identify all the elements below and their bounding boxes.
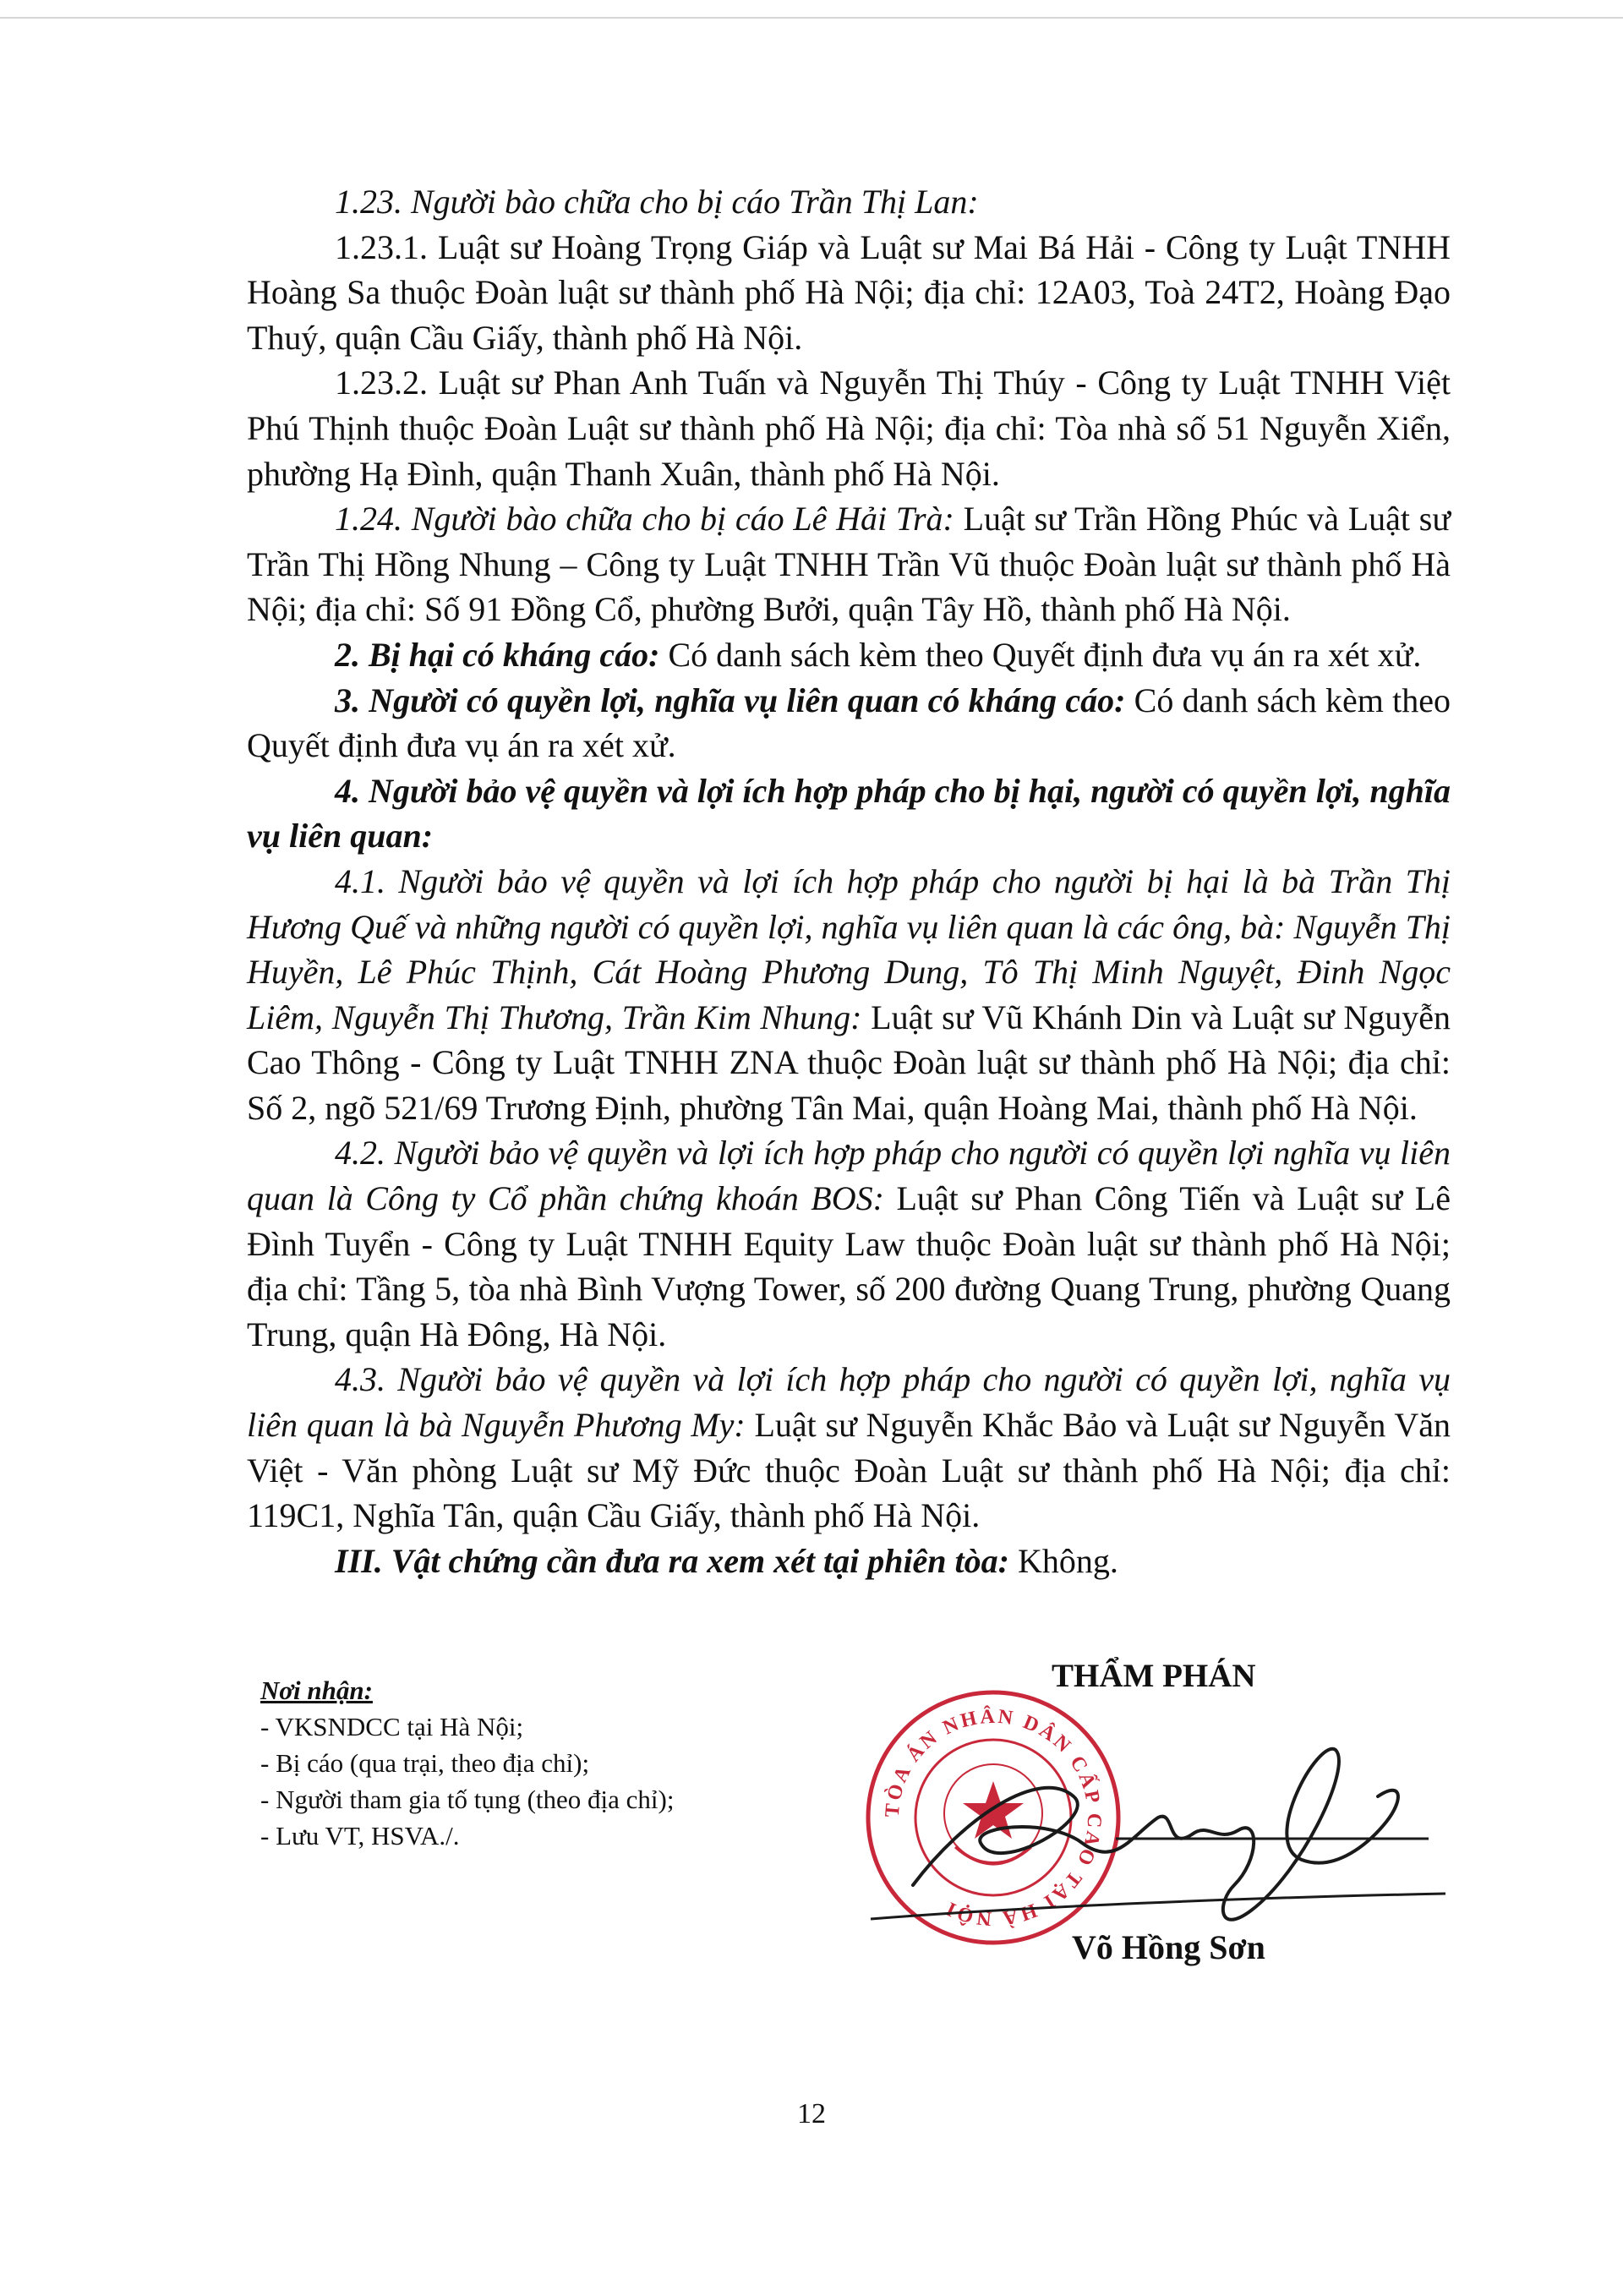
page-number: 12	[797, 2098, 826, 2129]
document-body	[247, 179, 1451, 1583]
scan-edge-line	[0, 17, 1623, 19]
paragraph-iii: III. Vật chứng cần đưa ra xem xét tại phiên tòa: Không.	[335, 1541, 1118, 1580]
paragraph-4: 4. Người bảo vệ quyền và lợi ích hợp pháp cho bị hại, người có quyền lợi, nghĩa vụ liên quan:	[247, 771, 1451, 856]
paragraph-2: 2. Bị hại có kháng cáo: Có danh sách kèm theo Quyết định đưa vụ án ra xét xử.	[335, 635, 1422, 674]
recipient-item: - Bị cáo (qua trại, theo địa chỉ);	[260, 1748, 590, 1778]
paragraph-4-2: 4.2. Người bảo vệ quyền và lợi ích hợp pháp cho người có quyền lợi nghĩa vụ liên quan là Công ty Cổ phần chứng khoán BOS: Luật sư Phan Công Tiến và Luật sư Lê Đình Tuyển - Công ty Luật TNHH Equity Law thuộc Đoàn luật sư thành phố Hà Nội; địa chỉ: Tầng 5, tòa nhà Bình Vượng Tower, số 200 đường Quang Trung, phường Quang Trung, quận Hà Đông, Hà Nội.	[247, 1134, 1451, 1353]
paragraph-4-3: 4.3. Người bảo vệ quyền và lợi ích hợp pháp cho người có quyền lợi, nghĩa vụ liên quan là bà Nguyễn Phương My: Luật sư Nguyễn Khắc Bảo và Luật sư Nguyễn Văn Việt - Văn phòng Luật sư Mỹ Đức thuộc Đoàn Luật sư thành phố Hà Nội; địa chỉ: 119C1, Nghĩa Tân, quận Cầu Giấy, thành phố Hà Nội.	[247, 1360, 1451, 1535]
judge-name: Võ Hồng Sơn	[1072, 1928, 1265, 1966]
recipients-block	[260, 1672, 852, 1854]
recipient-item: - Người tham gia tố tụng (theo địa chỉ);	[260, 1785, 675, 1814]
paragraph-1-23-1: 1.23.1. Luật sư Hoàng Trọng Giáp và Luật sư Mai Bá Hải - Công ty Luật TNHH Hoàng Sa thuộc Đoàn luật sư thành phố Hà Nội; địa chỉ: 12A03, Toà 24T2, Hoàng Đạo Thuý, quận Cầu Giấy, thành phố Hà Nội.	[247, 227, 1451, 357]
recipient-item: - Lưu VT, HSVA./.	[260, 1821, 460, 1850]
recipients-heading: Nơi nhận:	[260, 1676, 373, 1705]
judge-title: THẨM PHÁN	[1052, 1658, 1256, 1694]
seal-text: TÒA ÁN NHÂN DÂN CẤP CAO TẠI HÀ NỘI	[881, 1705, 1106, 1930]
paragraph-3: 3. Người có quyền lợi, nghĩa vụ liên quan có kháng cáo: Có danh sách kèm theo Quyết định đưa vụ án ra xét xử.	[247, 681, 1451, 765]
paragraph-4-1: 4.1. Người bảo vệ quyền và lợi ích hợp pháp cho người bị hại là bà Trần Thị Hương Quế và những người có quyền lợi, nghĩa vụ liên quan là các ông, bà: Nguyễn Thị Huyền, Lê Phúc Thịnh, Cát Hoàng Phương Dung, Tô Thị Minh Nguyệt, Đinh Ngọc Liêm, Nguyễn Thị Thương, Trần Kim Nhung: Luật sư Vũ Khánh Din và Luật sư Nguyễn Cao Thông - Công ty Luật TNHH ZNA thuộc Đoàn luật sư thành phố Hà Nội; địa chỉ: Số 2, ngõ 521/69 Trương Định, phường Tân Mai, quận Hoàng Mai, thành phố Hà Nội.	[247, 861, 1451, 1127]
recipient-item: - VKSNDCC tại Hà Nội;	[260, 1712, 524, 1741]
paragraph-1-23: 1.23. Người bào chữa cho bị cáo Trần Thị Lan:	[335, 183, 979, 221]
paragraph-1-24: 1.24. Người bào chữa cho bị cáo Lê Hải Trà: Luật sư Trần Hồng Phúc và Luật sư Trần Thị Hồng Nhung – Công ty Luật TNHH Trần Vũ thuộc Đoàn luật sư thành phố Hà Nội; địa chỉ: Số 91 Đồng Cổ, phường Bưởi, quận Tây Hồ, thành phố Hà Nội.	[247, 500, 1451, 629]
paragraph-1-23-2: 1.23.2. Luật sư Phan Anh Tuấn và Nguyễn Thị Thúy - Công ty Luật TNHH Việt Phú Thịnh thuộc Đoàn Luật sư thành phố Hà Nội; địa chỉ: Tòa nhà số 51 Nguyễn Xiển, phường Hạ Đình, quận Thanh Xuân, thành phố Hà Nội.	[247, 364, 1451, 493]
